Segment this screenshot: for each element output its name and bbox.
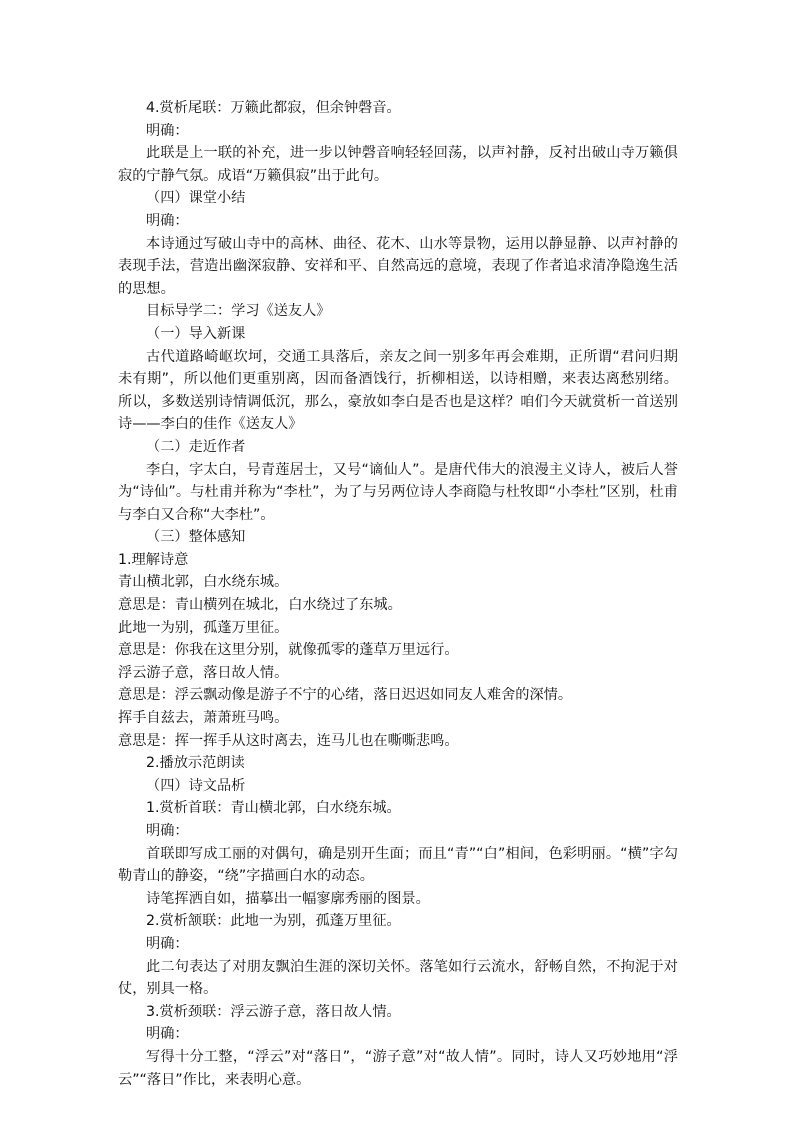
poem-line: 挥手自兹去，萧萧班马鸣。: [118, 710, 289, 727]
paragraph: 此二句表达了对朋友飘泊生涯的深切关怀。落笔如行云流水，舒畅自然，不拘泥于对仗，别具一格。: [118, 958, 678, 998]
poem-line: 此地一为别，孤蓬万里征。: [118, 619, 289, 636]
paragraph: 写得十分工整，“浮云”对“落日”，“游子意”对“故人情”。同时，诗人又巧妙地用“浮云”“落日”作比，来表明心意。: [118, 1048, 678, 1088]
heading-tail-couplet: 4.赏析尾联：万籁此都寂，但余钟磬音。: [146, 100, 401, 116]
answer-label: 明确：: [146, 823, 189, 839]
poem-meaning: 意思是：青山横列在城北，白水绕过了东城。: [118, 597, 402, 614]
subheading: 1.理解诗意: [118, 551, 189, 568]
subheading: 1.赏析首联：青山横北郭，白水绕东城。: [146, 800, 401, 817]
paragraph: 古代道路崎岖坎坷，交通工具落后，亲友之间一别多年再会难期，正所谓“君问归期未有期”，所以他们更重别离，因而备酒饯行，折柳相送，以诗相赠，来表达离愁别绪。所以，多数送别诗情调低沉，那么，豪放如李白是否也是这样？咱们今天就赏析一首送别诗——李白的佳作《送友人》: [118, 348, 678, 433]
section-heading: （四）诗文品析: [146, 777, 246, 794]
answer-label: 明确：: [146, 1026, 189, 1043]
answer-label: 明确：: [146, 935, 189, 952]
section-heading: （二）走近作者: [146, 438, 246, 455]
subheading: 3.赏析颈联：浮云游子意，落日故人情。: [146, 1003, 401, 1020]
answer-label: 明确：: [146, 122, 189, 139]
answer-label: 明确：: [146, 212, 189, 229]
poem-meaning: 意思是：浮云飘动像是游子不宁的心绪，落日迟迟如同友人难舍的深情。: [118, 687, 573, 704]
poem-meaning: 意思是：挥一挥手从这时离去，连马儿也在嘶嘶悲鸣。: [118, 732, 459, 749]
document-page: [118, 97, 678, 1091]
paragraph: 本诗通过写破山寺中的高林、曲径、花木、山水等景物，运用以静显静、以声衬静的表现手法，营造出幽深寂静、安祥和平、自然高远的意境，表现了作者追求清净隐逸生活的思想。: [118, 235, 678, 297]
section-heading: （三）整体感知: [146, 529, 246, 546]
paragraph-line: 诗笔挥洒自如，描摹出一幅寥廓秀丽的图景。: [146, 890, 430, 907]
paragraph: 此联是上一联的补充，进一步以钟磬音响轻轻回荡，以声衬静，反衬出破山寺万籁俱寂的宁静气氛。成语“万籁俱寂”出于此句。: [118, 145, 678, 184]
section-heading: （一）导入新课: [146, 325, 246, 342]
subheading: 2.播放示范朗读: [146, 755, 245, 772]
poem-meaning: 意思是：你我在这里分别，就像孤零的蓬草万里远行。: [118, 642, 459, 659]
poem-line: 浮云游子意，落日故人情。: [118, 664, 289, 681]
goal-heading: 目标导学二：学习《送友人》: [146, 303, 331, 320]
paragraph: 首联即写成工丽的对偶句，确是别开生面；而且“青”“白”相间，色彩明丽。“横”字勾勒青山的静姿，“绕”字描画白水的动态。: [118, 845, 678, 885]
poem-line: 青山横北郭，白水绕东城。: [118, 574, 289, 591]
paragraph: 李白，字太白，号青莲居士，又号“谪仙人”。是唐代伟大的浪漫主义诗人，被后人誉为“诗仙”。与杜甫并称为“李杜”，为了与另两位诗人李商隐与杜牧即“小李杜”区别，杜甫与李白又合称“大李杜”。: [118, 461, 678, 523]
subheading: 2.赏析颔联：此地一为别，孤蓬万里征。: [146, 913, 401, 930]
section-heading: （四）课堂小结: [146, 190, 246, 207]
